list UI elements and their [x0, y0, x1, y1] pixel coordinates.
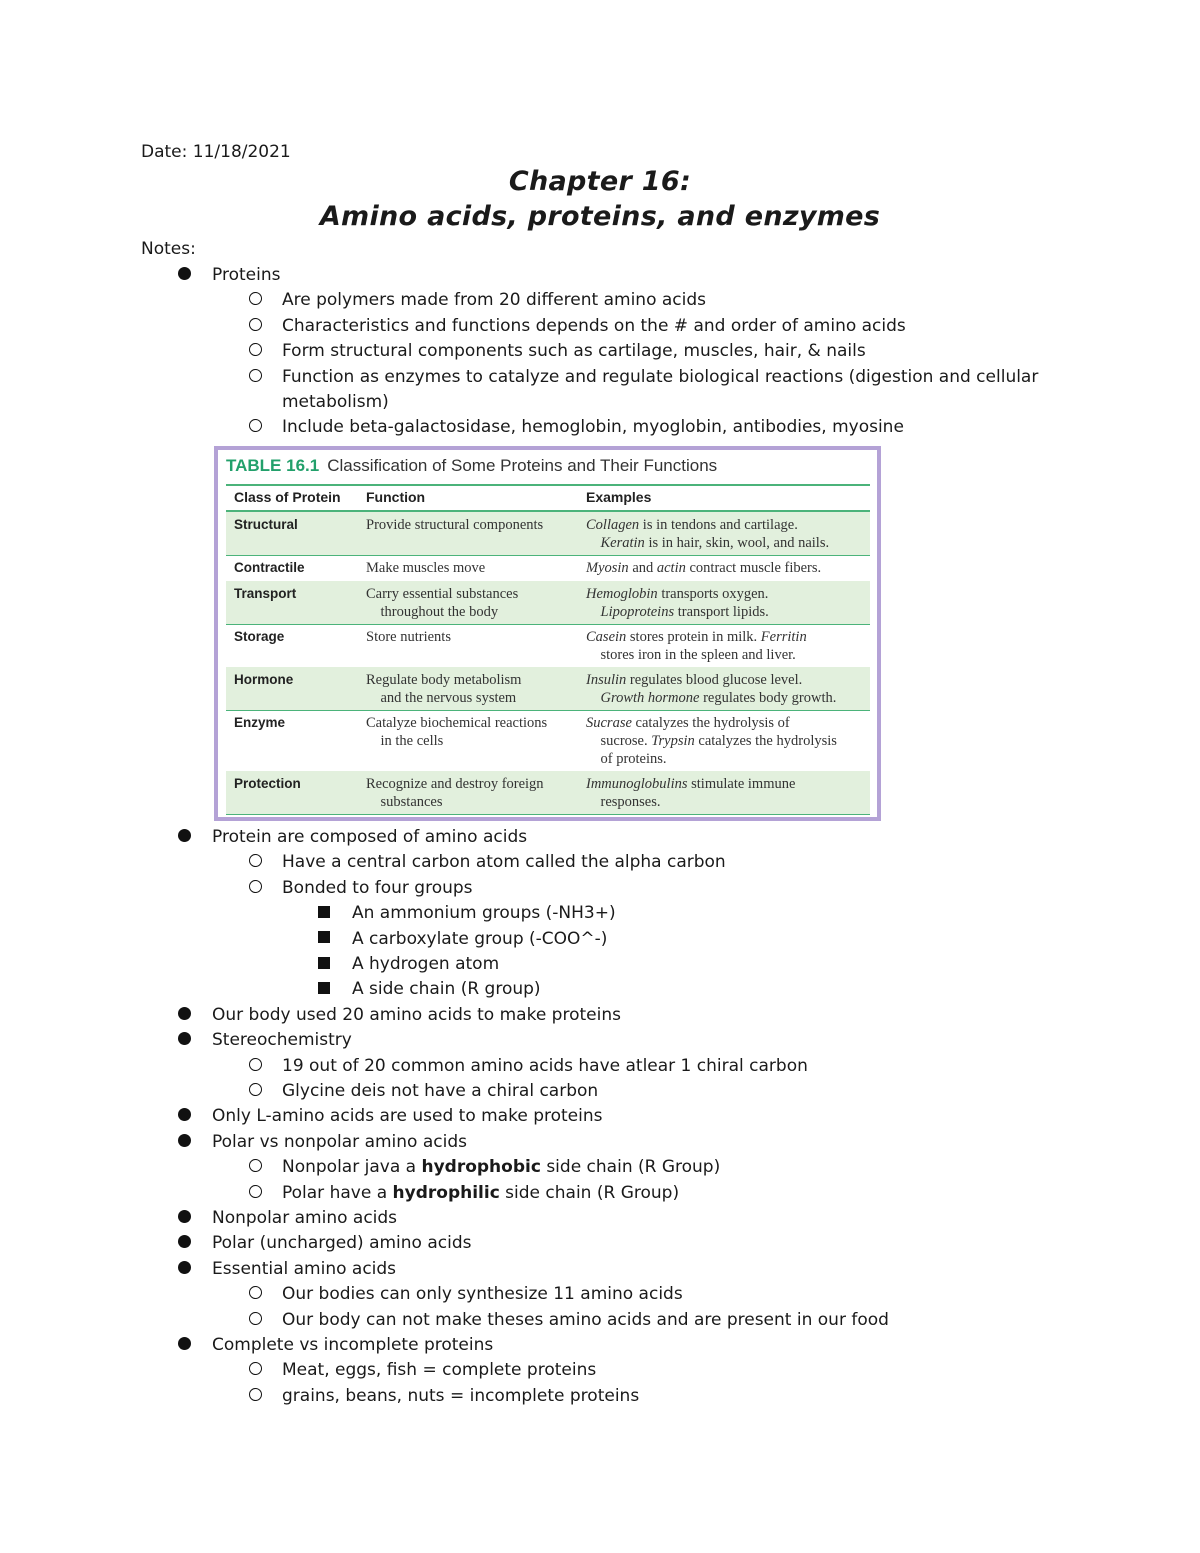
highlighted-term: hydrophilic: [392, 1182, 500, 1203]
table-row: [226, 771, 870, 815]
circle-bullet-icon: [249, 1058, 262, 1071]
list-item: [249, 1182, 680, 1204]
list-item-text: Function as enzymes to catalyze and regulate biological reactions (digestion and cellular: [282, 366, 1039, 387]
table-row: [226, 512, 870, 556]
table-row: [226, 555, 870, 582]
text-segment: Polar have a: [282, 1182, 393, 1203]
table-header: [226, 484, 870, 512]
examples-cell: Myosin and actin contract muscle fibers.: [586, 560, 822, 576]
list-item: [178, 1258, 397, 1280]
list-item: [178, 1105, 603, 1127]
bullet-icon: [178, 1108, 191, 1121]
circle-bullet-icon: [249, 369, 262, 382]
list-item-text: Our body can not make theses amino acids and are present in our food: [282, 1309, 889, 1330]
list-item-text: Meat, eggs, fish = complete proteins: [282, 1360, 597, 1381]
list-item: [249, 289, 707, 311]
circle-bullet-icon: [249, 1312, 262, 1325]
bullet-icon: [178, 1210, 191, 1223]
list-item-text: A side chain (R group): [352, 979, 541, 1000]
class-cell: Protection: [234, 776, 301, 791]
list-item-text: A carboxylate group (-COO^-): [352, 928, 608, 949]
circle-bullet-icon: [249, 1286, 262, 1299]
bullet-icon: [178, 1235, 191, 1248]
circle-bullet-icon: [249, 318, 262, 331]
list-item: [318, 928, 608, 950]
list-item: [249, 851, 726, 873]
bullet-icon: [178, 829, 191, 842]
list-item-text: Stereochemistry: [212, 1030, 352, 1051]
list-item-text: Polar (uncharged) amino acids: [212, 1233, 472, 1254]
examples-cell: Insulin regulates blood glucose level. Growth hormone regulates body growth.: [586, 672, 837, 706]
class-cell: Hormone: [234, 672, 294, 687]
class-cell: Transport: [234, 586, 297, 601]
list-item-text: Protein are composed of amino acids: [212, 827, 528, 847]
list-item-text: metabolism): [282, 392, 389, 412]
circle-bullet-icon: [249, 292, 262, 305]
bullet-icon: [178, 1261, 191, 1274]
circle-bullet-icon: [249, 1159, 262, 1172]
list-item: [318, 953, 500, 975]
list-item: [249, 315, 906, 337]
list-item: [249, 416, 904, 438]
bullet-icon: [178, 1032, 191, 1045]
function-cell: Catalyze biochemical reactions in the cells: [366, 715, 548, 749]
list-item: [249, 1080, 599, 1102]
circle-bullet-icon: [249, 880, 262, 893]
list-item-text: 19 out of 20 common amino acids have atlear 1 chiral carbon: [282, 1055, 808, 1076]
list-item: [178, 264, 281, 286]
list-item: [249, 1283, 683, 1305]
table-row: [226, 710, 870, 772]
table-caption-text: Classification of Some Proteins and Their Functions: [327, 456, 718, 475]
header-function: Function: [366, 489, 426, 505]
list-item-text: An ammonium groups (-NH3+): [352, 903, 616, 924]
list-item-text: Bonded to four groups: [282, 877, 473, 898]
list-item: [318, 902, 616, 924]
list-item-text: Complete vs incomplete proteins: [212, 1335, 494, 1355]
list-item-text: grains, beans, nuts = incomplete proteins: [282, 1385, 640, 1406]
function-cell: Carry essential substances throughout the body: [366, 586, 519, 620]
list-item-text: Nonpolar amino acids: [212, 1208, 398, 1228]
circle-bullet-icon: [249, 1083, 262, 1096]
list-item-text: Essential amino acids: [212, 1258, 397, 1279]
examples-cell: Collagen is in tendons and cartilage. Keratin is in hair, skin, wool, and nails.: [586, 517, 830, 551]
list-item-text: Have a central carbon atom called the alpha carbon: [282, 852, 726, 873]
bullet-icon: [178, 1007, 191, 1020]
list-item: [178, 1334, 494, 1356]
list-item: [249, 366, 1039, 388]
circle-bullet-icon: [249, 1388, 262, 1401]
list-item: [249, 1309, 889, 1331]
examples-cell: Immunoglobulins stimulate immune responses.: [586, 776, 796, 810]
text-segment: side chain (R Group): [540, 1157, 721, 1178]
list-item: [249, 1055, 808, 1077]
function-cell: Provide structural components: [366, 517, 544, 533]
header-examples: Examples: [586, 489, 652, 505]
list-item: [249, 1359, 597, 1381]
circle-bullet-icon: [249, 854, 262, 867]
circle-bullet-icon: [249, 343, 262, 356]
function-cell: Recognize and destroy foreign substances: [366, 776, 544, 810]
chapter-title: Chapter 16:: [508, 166, 692, 197]
bullet-icon: [178, 267, 191, 280]
examples-cell: Sucrase catalyzes the hydrolysis of sucrose. Trypsin catalyzes the hydrolysis of proteins.: [586, 715, 837, 767]
circle-bullet-icon: [249, 419, 262, 432]
table-row: [226, 624, 870, 668]
list-item-text: A hydrogen atom: [352, 954, 500, 974]
list-item-text: Glycine deis not have a chiral carbon: [282, 1081, 599, 1101]
class-cell: Enzyme: [234, 715, 286, 730]
class-cell: Structural: [234, 517, 298, 532]
function-cell: Store nutrients: [366, 629, 451, 645]
list-item-text: Polar vs nonpolar amino acids: [212, 1131, 467, 1152]
text-segment: side chain (R Group): [499, 1182, 680, 1203]
list-item-text: Our bodies can only synthesize 11 amino acids: [282, 1284, 683, 1305]
text-segment: Nonpolar java a: [282, 1157, 422, 1178]
table-row: [226, 581, 870, 625]
list-item-text: Characteristics and functions depends on the # and order of amino acids: [282, 315, 906, 336]
square-bullet-icon: [318, 906, 330, 918]
circle-bullet-icon: [249, 1362, 262, 1375]
list-item: [318, 978, 541, 1000]
class-cell: Contractile: [234, 560, 305, 575]
list-item-text: Only L-amino acids are used to make proteins: [212, 1106, 603, 1127]
list-item-text: [282, 1182, 679, 1204]
table-row: [226, 667, 870, 711]
list-item-text: Our body used 20 amino acids to make proteins: [212, 1004, 621, 1025]
square-bullet-icon: [318, 931, 330, 943]
table-caption: [226, 456, 717, 476]
function-cell: Regulate body metabolism and the nervous system: [366, 672, 522, 706]
bullet-icon: [178, 1134, 191, 1147]
header-class: Class of Protein: [234, 489, 341, 505]
bullet-icon: [178, 1337, 191, 1350]
list-item: [249, 340, 866, 362]
class-cell: Storage: [234, 629, 285, 644]
list-item-text: Include beta-galactosidase, hemoglobin, myoglobin, antibodies, myosine: [282, 417, 904, 438]
table-label: TABLE 16.1: [226, 456, 320, 475]
list-item: [249, 1385, 640, 1407]
chapter-subtitle: Amino acids, proteins, and enzymes: [319, 201, 881, 232]
list-item: [178, 826, 528, 848]
circle-bullet-icon: [249, 1185, 262, 1198]
list-item: [178, 1004, 621, 1026]
square-bullet-icon: [318, 957, 330, 969]
examples-cell: Casein stores protein in milk. Ferritin stores iron in the spleen and liver.: [586, 629, 807, 663]
list-item: [249, 1156, 721, 1178]
list-item: [249, 877, 473, 899]
square-bullet-icon: [318, 982, 330, 994]
list-item: [178, 1131, 467, 1153]
notes-label: Notes:: [141, 239, 196, 259]
examples-cell: Hemoglobin transports oxygen. Lipoproteins transport lipids.: [586, 586, 769, 620]
list-item: [178, 1232, 472, 1254]
list-item-text: [282, 1156, 720, 1178]
list-item-text: Are polymers made from 20 different amino acids: [282, 290, 707, 311]
list-item-text: Form structural components such as cartilage, muscles, hair, & nails: [282, 341, 866, 362]
date-line: Date: 11/18/2021: [141, 142, 291, 162]
list-item: [178, 1207, 398, 1229]
protein-classification-table: [214, 446, 881, 821]
highlighted-term: hydrophobic: [421, 1157, 541, 1178]
function-cell: Make muscles move: [366, 560, 486, 576]
list-item: [178, 1029, 352, 1051]
list-item-text: Proteins: [212, 265, 281, 285]
